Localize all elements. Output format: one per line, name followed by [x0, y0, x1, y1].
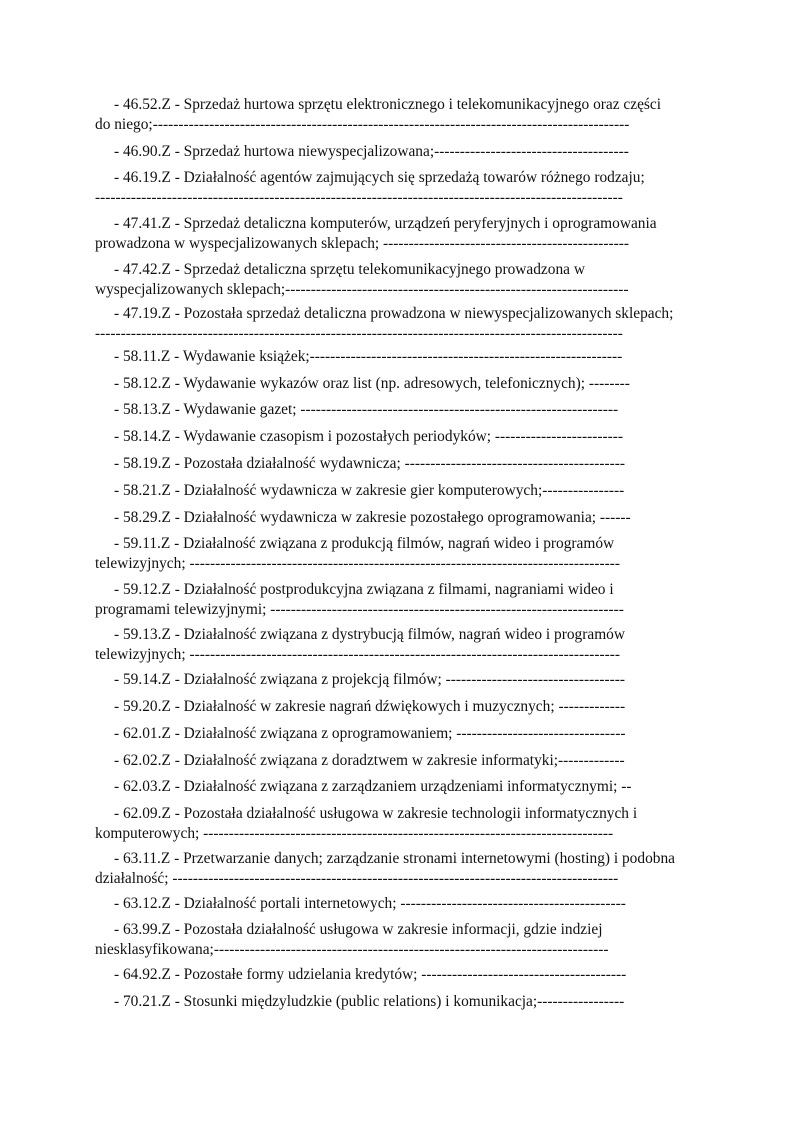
- item-text-continuation: komputerowych; --------------------------------------------------------------------------------: [95, 825, 614, 842]
- pkd-item-70-21: [95, 992, 735, 1012]
- item-text: - 63.11.Z - Przetwarzanie danych; zarządzanie stronami internetowymi (hosting) i podobna: [114, 850, 675, 867]
- item-text: - 47.19.Z - Pozostała sprzedaż detaliczna prowadzona w niewyspecjalizowanych sklepach;: [114, 305, 674, 322]
- pkd-item-58-13: [95, 400, 735, 420]
- pkd-item-62-01: [95, 724, 735, 744]
- pkd-item-58-29: [95, 508, 735, 528]
- item-text-continuation: programami telewizyjnymi; ---------------------------------------------------------------------: [95, 601, 624, 618]
- item-text-continuation: telewizyjnych; ------------------------------------------------------------------------------------: [95, 555, 620, 572]
- item-text-continuation: telewizyjnych; ------------------------------------------------------------------------------------: [95, 646, 620, 663]
- item-text: - 58.11.Z - Wydawanie książek;-------------------------------------------------------------: [114, 348, 623, 365]
- pkd-item-59-14: [95, 670, 735, 690]
- item-text-continuation: wyspecjalizowanych sklepach;-------------------------------------------------------------------: [95, 281, 629, 298]
- item-text: - 58.29.Z - Działalność wydawnicza w zakresie pozostałego oprogramowania; ------: [114, 509, 631, 526]
- pkd-item-63-99: [95, 920, 735, 960]
- item-text-continuation: niesklasyfikowana;-----------------------------------------------------------------------------: [95, 941, 609, 958]
- pkd-item-58-19: [95, 454, 735, 474]
- item-text: - 63.12.Z - Działalność portali internetowych; --------------------------------------------: [114, 895, 626, 912]
- pkd-item-59-12: [95, 580, 735, 620]
- pkd-item-59-11: [95, 534, 735, 574]
- pkd-item-63-11: [95, 849, 735, 889]
- item-text: - 58.14.Z - Wydawanie czasopism i pozostałych periodyków; -------------------------: [114, 428, 624, 445]
- item-text-continuation: -------------------------------------------------------------------------------------------------------: [95, 325, 623, 342]
- item-text: - 47.42.Z - Sprzedaż detaliczna sprzętu telekomunikacyjnego prowadzona w: [114, 261, 585, 278]
- item-text: - 58.19.Z - Pozostała działalność wydawnicza; -------------------------------------------: [114, 455, 626, 472]
- item-text: - 62.01.Z - Działalność związana z oprogramowaniem; ---------------------------------: [114, 725, 626, 742]
- item-text-continuation: działalność; ---------------------------------------------------------------------------------------: [95, 870, 619, 887]
- pkd-item-58-11: [95, 347, 735, 367]
- item-text: - 63.99.Z - Pozostała działalność usługowa w zakresie informacji, gdzie indziej: [114, 921, 603, 938]
- item-text: - 59.13.Z - Działalność związana z dystrybucją filmów, nagrań wideo i programów: [114, 626, 625, 643]
- item-text: - 59.14.Z - Działalność związana z projekcją filmów; -----------------------------------: [114, 671, 626, 688]
- pkd-item-46-52: [95, 95, 735, 135]
- pkd-item-64-92: [95, 965, 735, 985]
- item-text: - 46.90.Z - Sprzedaż hurtowa niewyspecjalizowana;--------------------------------------: [114, 143, 629, 160]
- item-text: - 46.19.Z - Działalność agentów zajmujących się sprzedażą towarów różnego rodzaju;: [114, 169, 645, 186]
- item-text: - 70.21.Z - Stosunki międzyludzkie (public relations) i komunikacja;-----------------: [114, 993, 625, 1010]
- pkd-item-63-12: [95, 894, 735, 914]
- item-text: - 62.09.Z - Pozostała działalność usługowa w zakresie technologii informatycznych i: [114, 805, 638, 822]
- item-text: - 62.03.Z - Działalność związana z zarządzaniem urządzeniami informatycznymi; --: [114, 778, 632, 795]
- pkd-item-46-19: [95, 168, 735, 208]
- item-text-continuation: -------------------------------------------------------------------------------------------------------: [95, 189, 623, 206]
- item-text: - 58.13.Z - Wydawanie gazet; --------------------------------------------------------------: [114, 401, 619, 418]
- pkd-item-47-41: [95, 214, 735, 254]
- item-text-continuation: do niego;---------------------------------------------------------------------------------------------: [95, 116, 630, 133]
- pkd-item-62-02: [95, 751, 735, 771]
- item-text: - 62.02.Z - Działalność związana z doradztwem w zakresie informatyki;-------------: [114, 752, 625, 769]
- pkd-item-46-90: [95, 142, 735, 162]
- pkd-item-59-13: [95, 625, 735, 665]
- item-text: - 59.11.Z - Działalność związana z produkcją filmów, nagrań wideo i programów: [114, 535, 615, 552]
- item-text: - 59.20.Z - Działalność w zakresie nagrań dźwiękowych i muzycznych; -------------: [114, 698, 626, 715]
- item-text: - 59.12.Z - Działalność postprodukcyjna związana z filmami, nagraniami wideo i: [114, 581, 614, 598]
- pkd-item-58-14: [95, 427, 735, 447]
- pkd-item-47-19: [95, 304, 735, 344]
- pkd-item-58-21: [95, 481, 735, 501]
- item-text: - 64.92.Z - Pozostałe formy udzielania kredytów; ----------------------------------------: [114, 966, 627, 983]
- pkd-item-47-42: [95, 260, 735, 300]
- item-text: - 58.21.Z - Działalność wydawnicza w zakresie gier komputerowych;----------------: [114, 482, 625, 499]
- pkd-item-62-09: [95, 804, 735, 844]
- item-text-continuation: prowadzona w wyspecjalizowanych sklepach; ------------------------------------------------: [95, 235, 630, 252]
- pkd-item-62-03: [95, 777, 735, 797]
- pkd-item-59-20: [95, 697, 735, 717]
- item-text: - 47.41.Z - Sprzedaż detaliczna komputerów, urządzeń peryferyjnych i oprogramowania: [114, 215, 657, 232]
- pkd-item-58-12: [95, 374, 735, 394]
- item-text: - 46.52.Z - Sprzedaż hurtowa sprzętu elektronicznego i telekomunikacyjnego oraz części: [114, 96, 661, 113]
- item-text: - 58.12.Z - Wydawanie wykazów oraz list (np. adresowych, telefonicznych); --------: [114, 375, 630, 392]
